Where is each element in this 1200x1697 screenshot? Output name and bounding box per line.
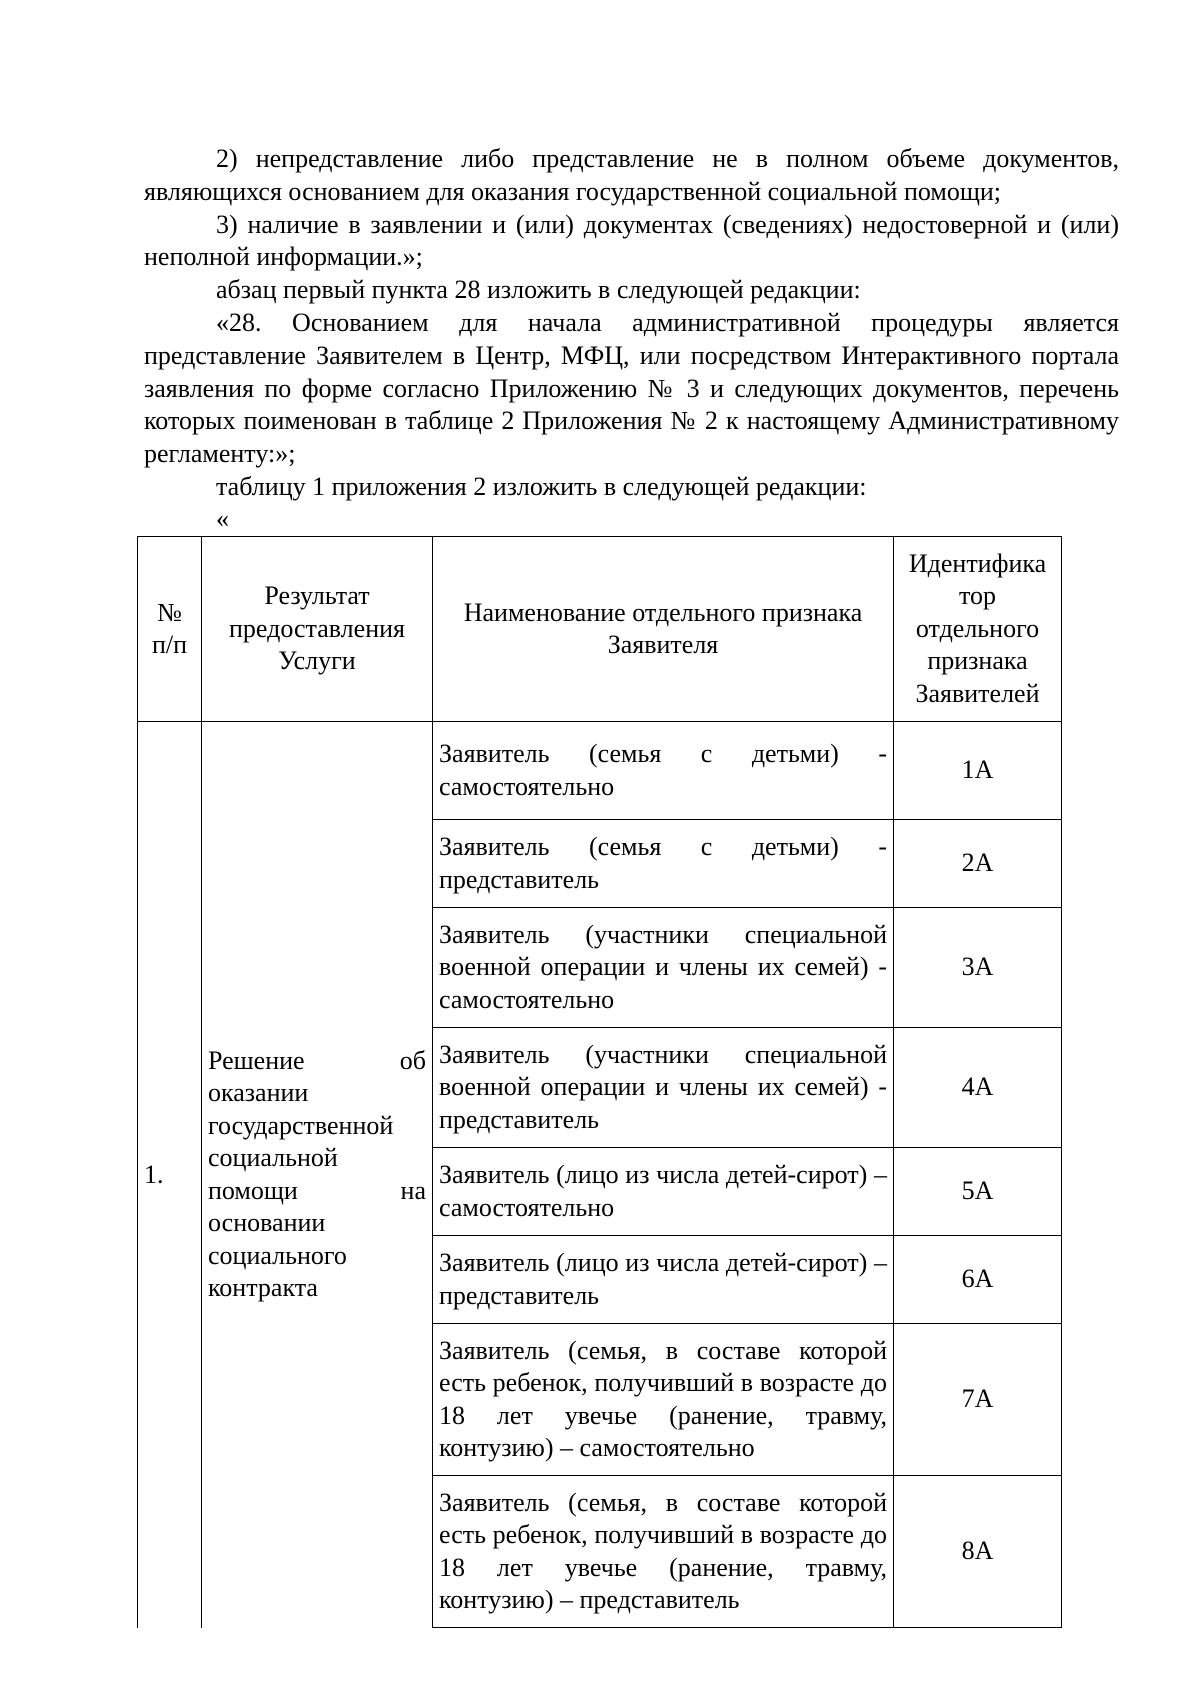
header-result: Результат предоставления Услуги — [202, 537, 433, 722]
identifier-cell: 2А — [894, 820, 1062, 908]
feature-cell: Заявитель (участники специальной военной операции и члены их семей) - представитель — [433, 1028, 894, 1148]
result-line: основании — [208, 1208, 326, 1238]
paragraph-table-intro: таблицу 1 приложения 2 изложить в следующей редакции: — [216, 471, 867, 501]
result-line: социальной — [208, 1143, 338, 1173]
feature-cell: Заявитель (семья, в составе которой есть ребенок, получивший в возрасте до 18 лет увечье (ранение, травму, контузию) – представитель — [433, 1476, 894, 1628]
header-feature: Наименование отдельного признака Заявителя — [433, 537, 894, 722]
feature-cell: Заявитель (семья с детьми) - представитель — [433, 820, 894, 908]
paragraph-item-2: 2) непредставление либо представление не в полном объеме документов, являющихся основанием для оказания государственной социальной помощи; — [144, 144, 1119, 206]
result-line: государственной — [208, 1110, 394, 1140]
header-num: № п/п — [138, 537, 202, 722]
opening-quote-mark: « — [216, 504, 229, 533]
paragraph-amend-28-intro: абзац первый пункта 28 изложить в следующей редакции: — [216, 275, 861, 305]
feature-cell: Заявитель (семья с детьми) - самостоятельно — [433, 722, 894, 820]
row-number-cell: 1. — [138, 722, 202, 1628]
result-line: оказании — [208, 1078, 309, 1108]
body-text — [144, 143, 1119, 504]
paragraph-item-3: 3) наличие в заявлении и (или) документах (сведениях) недостоверной и (или) неполной информации.»; — [144, 209, 1119, 272]
result-line: помощи на — [208, 1175, 426, 1205]
result-line: Решение об — [208, 1045, 426, 1075]
identifier-cell: 7А — [894, 1324, 1062, 1476]
table-row — [138, 722, 1062, 820]
identifier-cell: 8А — [894, 1476, 1062, 1628]
feature-cell: Заявитель (участники специальной военной операции и члены их семей) - самостоятельно — [433, 908, 894, 1028]
header-identifier: Идентифика тор отдельного признака Заявителей — [894, 537, 1062, 722]
feature-cell: Заявитель (лицо из числа детей-сирот) – представитель — [433, 1236, 894, 1324]
identifier-cell: 3А — [894, 908, 1062, 1028]
identifier-cell: 5А — [894, 1148, 1062, 1236]
identifier-cell: 6А — [894, 1236, 1062, 1324]
identifier-cell: 4А — [894, 1028, 1062, 1148]
identifier-cell: 1А — [894, 722, 1062, 820]
result-cell — [202, 722, 433, 1628]
result-line: контракта — [208, 1273, 318, 1303]
table-header-row — [138, 537, 1062, 722]
paragraph-point-28: «28. Основанием для начала административной процедуры является представление Заявителем в Центр, МФЦ, или посредством Интерактивного портала заявления по форме согласно Приложению № 3 и следующих документов, перечень которых поименован в таблице 2 Приложения № 2 к настоящему Административному регламенту:»; — [144, 307, 1119, 469]
feature-cell: Заявитель (семья, в составе которой есть ребенок, получивший в возрасте до 18 лет увечье (ранение, травму, контузию) – самостоятельно — [433, 1324, 894, 1476]
feature-cell: Заявитель (лицо из числа детей-сирот) – самостоятельно — [433, 1148, 894, 1236]
applicant-features-table — [137, 536, 1062, 1628]
result-line: социального — [208, 1240, 347, 1270]
